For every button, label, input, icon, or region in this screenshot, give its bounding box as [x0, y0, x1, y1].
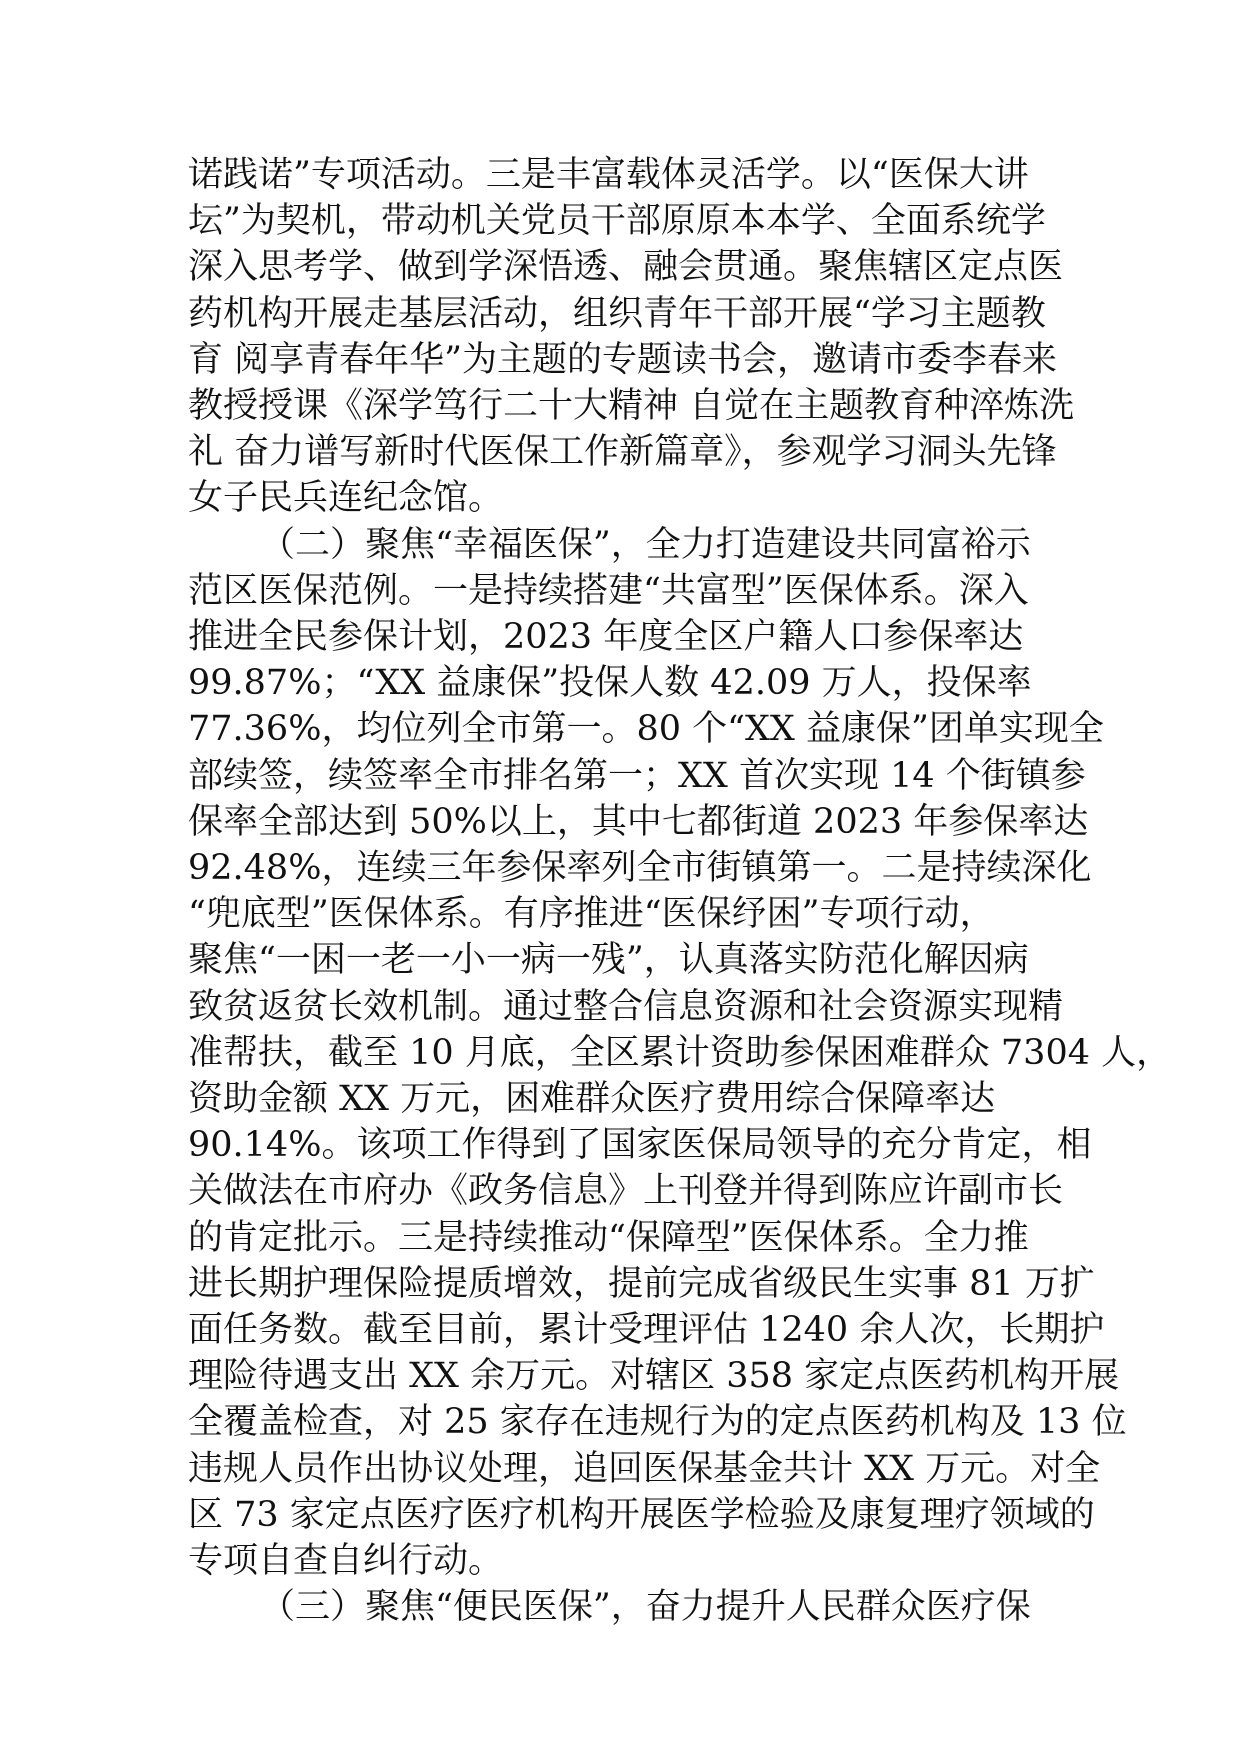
text-line: 致贫返贫长效机制。通过整合信息资源和社会资源实现精: [188, 986, 1064, 1027]
paragraph-study: [188, 152, 1075, 522]
text-line: 准帮扶，截至 10 月底，全区累计资助参保困难群众 7304 人，: [188, 1032, 1172, 1073]
text-line: 教授授课《深学笃行二十大精神 自觉在主题教育种淬炼洗: [188, 386, 1075, 427]
text-line: 部续签，续签率全市排名第一；XX 首次实现 14 个街镇参: [188, 755, 1086, 796]
text-line: 礼 奋力谱写新时代医保工作新篇章》，参观学习洞头先锋: [188, 432, 1057, 473]
text-line: 面任务数。截至目前，累计受理评估 1240 余人次，长期护: [188, 1310, 1105, 1351]
text-line: 92.48%，连续三年参保率列全市街镇第一。二是持续深化: [188, 848, 1092, 889]
text-line: 深入思考学、做到学深悟透、融会贯通。聚焦辖区定点医: [188, 247, 1064, 288]
text-line: 进长期护理保险提质增效，提前完成省级民生实事 81 万扩: [188, 1263, 1095, 1304]
text-line: 范区医保范例。一是持续搭建“共富型”医保体系。深入: [188, 570, 1029, 611]
text-line: 药机构开展走基层活动，组织青年干部开展“学习主题教: [188, 293, 1046, 334]
text-line: 区 73 家定点医疗医疗机构开展医学检验及康复理疗领域的: [188, 1494, 1095, 1535]
paragraph-happiness-insurance: [188, 522, 1172, 1585]
text-line: 资助金额 XX 万元，困难群众医疗费用综合保障率达: [188, 1079, 996, 1120]
text-line: 女子民兵连纪念馆。: [188, 478, 504, 519]
section-heading-line: （三）聚焦“便民医保”，奋力提升人民群众医疗保: [260, 1587, 1031, 1628]
text-line: 违规人员作出协议处理，追回医保基金共计 XX 万元。对全: [188, 1448, 1101, 1489]
text-line: 的肯定批示。三是持续推动“保障型”医保体系。全力推: [188, 1217, 1029, 1258]
text-line: 理险待遇支出 XX 余万元。对辖区 358 家定点医药机构开展: [188, 1356, 1120, 1397]
text-line: 77.36%，均位列全市第一。80 个“XX 益康保”团单实现全: [188, 709, 1104, 750]
text-line: 坛”为契机，带动机关党员干部原原本本学、全面系统学: [188, 201, 1046, 242]
text-line: “兜底型”医保体系。有序推进“医保纾困”专项行动，: [188, 894, 995, 935]
text-line: 全覆盖检查，对 25 家存在违规行为的定点医药机构及 13 位: [188, 1402, 1127, 1443]
section-heading-line: （二）聚焦“幸福医保”，全力打造建设共同富裕示: [260, 524, 1031, 565]
text-line: 关做法在市府办《政务信息》上刊登并得到陈应许副市长: [188, 1171, 1064, 1212]
text-line: 聚焦“一困一老一小一病一残”，认真落实防范化解因病: [188, 940, 1029, 981]
document-page: [188, 152, 1172, 1631]
text-line: 99.87%；“XX 益康保”投保人数 42.09 万人，投保率: [188, 663, 1032, 704]
text-line: 诺践诺”专项活动。三是丰富载体灵活学。以“医保大讲: [188, 155, 1029, 195]
text-line: 保率全部达到 50%以上，其中七都街道 2023 年参保率达: [188, 801, 1089, 842]
text-line: 90.14%。该项工作得到了国家医保局领导的充分肯定，相: [188, 1125, 1092, 1166]
text-line: 推进全民参保计划，2023 年度全区户籍人口参保率达: [188, 617, 1024, 658]
text-line: 专项自查自纠行动。: [188, 1541, 504, 1582]
paragraph-convenience-insurance: [188, 1584, 1056, 1630]
text-line: 育 阅享青春年华”为主题的专题读书会，邀请市委李春来: [188, 339, 1058, 380]
